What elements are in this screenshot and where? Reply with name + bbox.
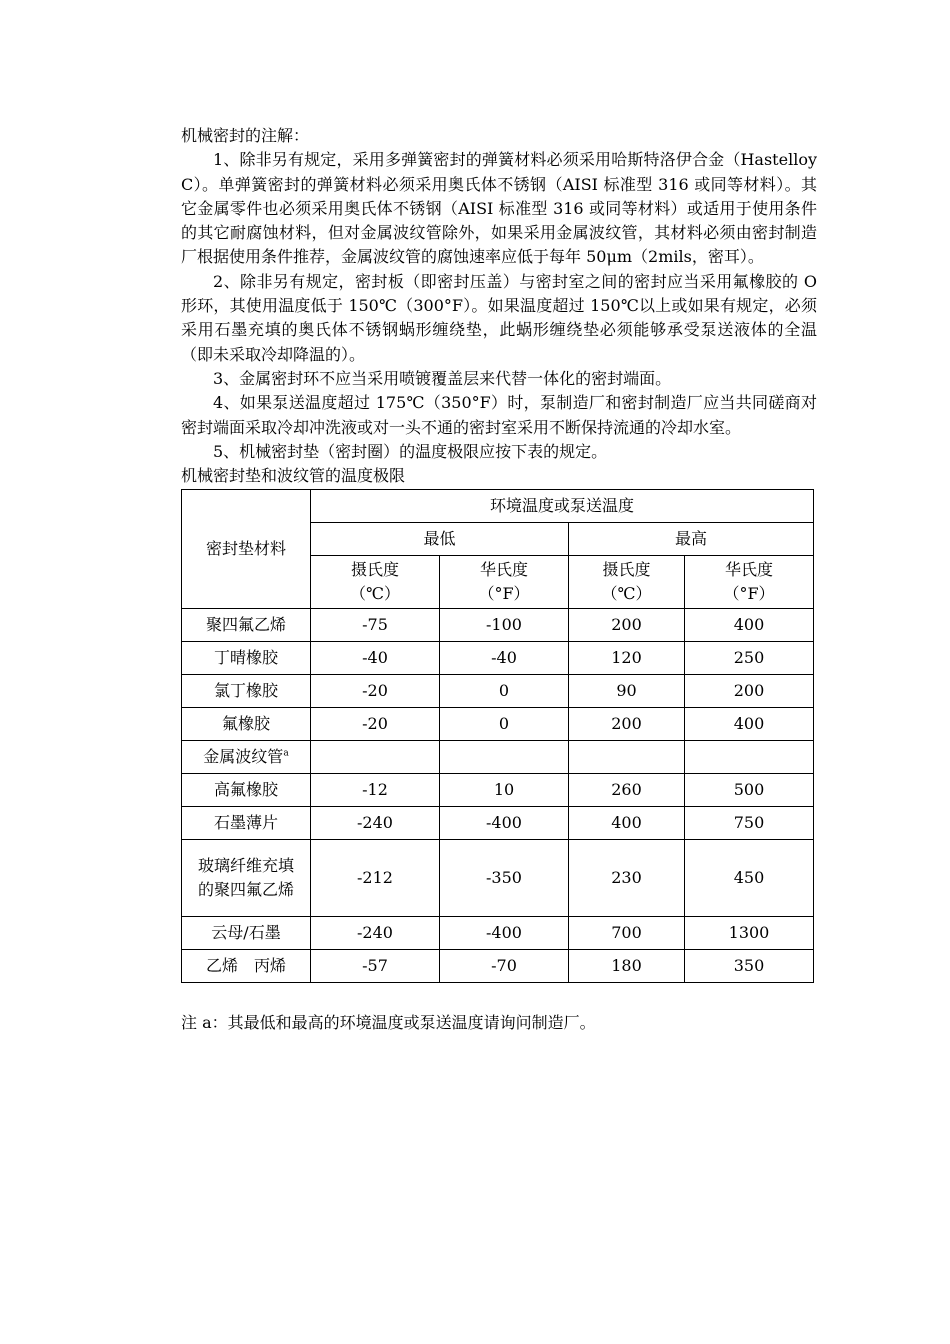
cell-max-f: 500 (685, 774, 814, 807)
header-min: 最低 (311, 523, 569, 556)
cell-min-c: -20 (311, 675, 440, 708)
cell-min-c: -12 (311, 774, 440, 807)
header-env-temp: 环境温度或泵送温度 (311, 490, 814, 523)
cell-material: 聚四氟乙烯 (182, 609, 311, 642)
cell-min-f: -400 (440, 807, 569, 840)
cell-max-f: 400 (685, 708, 814, 741)
cell-min-c: -57 (311, 950, 440, 983)
cell-max-f: 400 (685, 609, 814, 642)
table-row (182, 675, 814, 708)
cell-material: 玻璃纤维充填的聚四氟乙烯 (182, 840, 311, 917)
table-row (182, 807, 814, 840)
cell-max-c: 700 (569, 917, 685, 950)
table-caption: 机械密封垫和波纹管的温度极限 (181, 466, 406, 486)
header-material: 密封垫材料 (182, 490, 311, 609)
cell-min-f: 0 (440, 708, 569, 741)
cell-min-f: 10 (440, 774, 569, 807)
note-paragraph-3: 3、金属密封环不应当采用喷镀覆盖层来代替一体化的密封端面。 (213, 368, 672, 388)
cell-min-f: -70 (440, 950, 569, 983)
cell-max-f: 750 (685, 807, 814, 840)
table-row (182, 840, 814, 917)
table-row (182, 741, 814, 774)
table-row (182, 917, 814, 950)
header-max-fahrenheit: 华氏度 （°F） (685, 556, 814, 609)
notes-heading: 机械密封的注解： (181, 126, 310, 145)
cell-material: 乙烯 丙烯 (182, 950, 311, 983)
cell-max-f: 200 (685, 675, 814, 708)
cell-min-f: -100 (440, 609, 569, 642)
cell-min-c: -40 (311, 642, 440, 675)
header-max: 最高 (569, 523, 814, 556)
cell-max-f: 450 (685, 840, 814, 917)
note-paragraph-1: 1、除非另有规定，采用多弹簧密封的弹簧材料必须采用哈斯特洛伊合金（Hastelloy C）。单弹簧密封的弹簧材料必须采用奥氏体不锈钢（AISI 标准型 316 或同等材料）。其它金属零件也必须采用奥氏体不锈钢（AISI 标准型 316 或同等材料）或适用于使用条件的其它耐腐蚀材料，但对金属波纹管除外，如果采用金属波纹管，其材料必须由密封制造厂根据使用条件推荐，金属波纹管的腐蚀速率应低于每年 50μm（2mils，密耳）。 (181, 150, 817, 267)
note-paragraph-4: 4、如果泵送温度超过 175℃（350°F）时，泵制造厂和密封制造厂应当共同磋商对密封端面采取冷却冲洗液或对一头不通的密封室采用不断保持流通的冷却水室。 (181, 393, 817, 437)
cell-min-f: -350 (440, 840, 569, 917)
cell-max-c: 230 (569, 840, 685, 917)
cell-min-f (440, 741, 569, 774)
cell-min-c: -20 (311, 708, 440, 741)
cell-max-c: 260 (569, 774, 685, 807)
cell-min-c: -240 (311, 917, 440, 950)
note-paragraph-5: 5、机械密封垫（密封圈）的温度极限应按下表的规定。 (213, 441, 608, 461)
cell-max-c: 180 (569, 950, 685, 983)
cell-min-c: -75 (311, 609, 440, 642)
cell-material: 丁晴橡胶 (182, 642, 311, 675)
cell-max-c: 200 (569, 708, 685, 741)
cell-max-c (569, 741, 685, 774)
cell-max-c: 90 (569, 675, 685, 708)
cell-max-f: 350 (685, 950, 814, 983)
header-min-fahrenheit: 华氏度 （°F） (440, 556, 569, 609)
cell-material: 金属波纹管$^a$ (182, 741, 311, 774)
footnote-marker: a (283, 749, 289, 760)
header-max-celsius: 摄氏度 （℃） (569, 556, 685, 609)
cell-min-f: -40 (440, 642, 569, 675)
table-row (182, 609, 814, 642)
document-page (181, 124, 817, 1036)
cell-min-f: 0 (440, 675, 569, 708)
table-row (182, 950, 814, 983)
cell-min-f: -400 (440, 917, 569, 950)
footnote: 注 a：其最低和最高的环境温度或泵送温度请询问制造厂。 (181, 1013, 596, 1033)
cell-min-c: -240 (311, 807, 440, 840)
table-row (182, 708, 814, 741)
cell-material: 氟橡胶 (182, 708, 311, 741)
cell-material: 高氟橡胶 (182, 774, 311, 807)
cell-min-c (311, 741, 440, 774)
table-row (182, 774, 814, 807)
cell-material: 云母/石墨 (182, 917, 311, 950)
cell-min-c: -212 (311, 840, 440, 917)
cell-max-f: 1300 (685, 917, 814, 950)
cell-material: 石墨薄片 (182, 807, 311, 840)
cell-max-f: 250 (685, 642, 814, 675)
header-min-celsius: 摄氏度 （℃） (311, 556, 440, 609)
table-row (182, 642, 814, 675)
cell-max-c: 400 (569, 807, 685, 840)
cell-max-c: 120 (569, 642, 685, 675)
temperature-limits-table (181, 489, 814, 983)
cell-material: 氯丁橡胶 (182, 675, 311, 708)
note-paragraph-2: 2、除非另有规定，密封板（即密封压盖）与密封室之间的密封应当采用氟橡胶的 O 形环，其使用温度低于 150℃（300°F）。如果温度超过 150℃以上或如果有规定，必须采用石墨充填的奥氏体不锈钢蜗形缠绕垫，此蜗形缠绕垫必须能够承受泵送液体的全温（即未采取冷却降温的）。 (181, 271, 817, 364)
cell-max-c: 200 (569, 609, 685, 642)
cell-max-f (685, 741, 814, 774)
